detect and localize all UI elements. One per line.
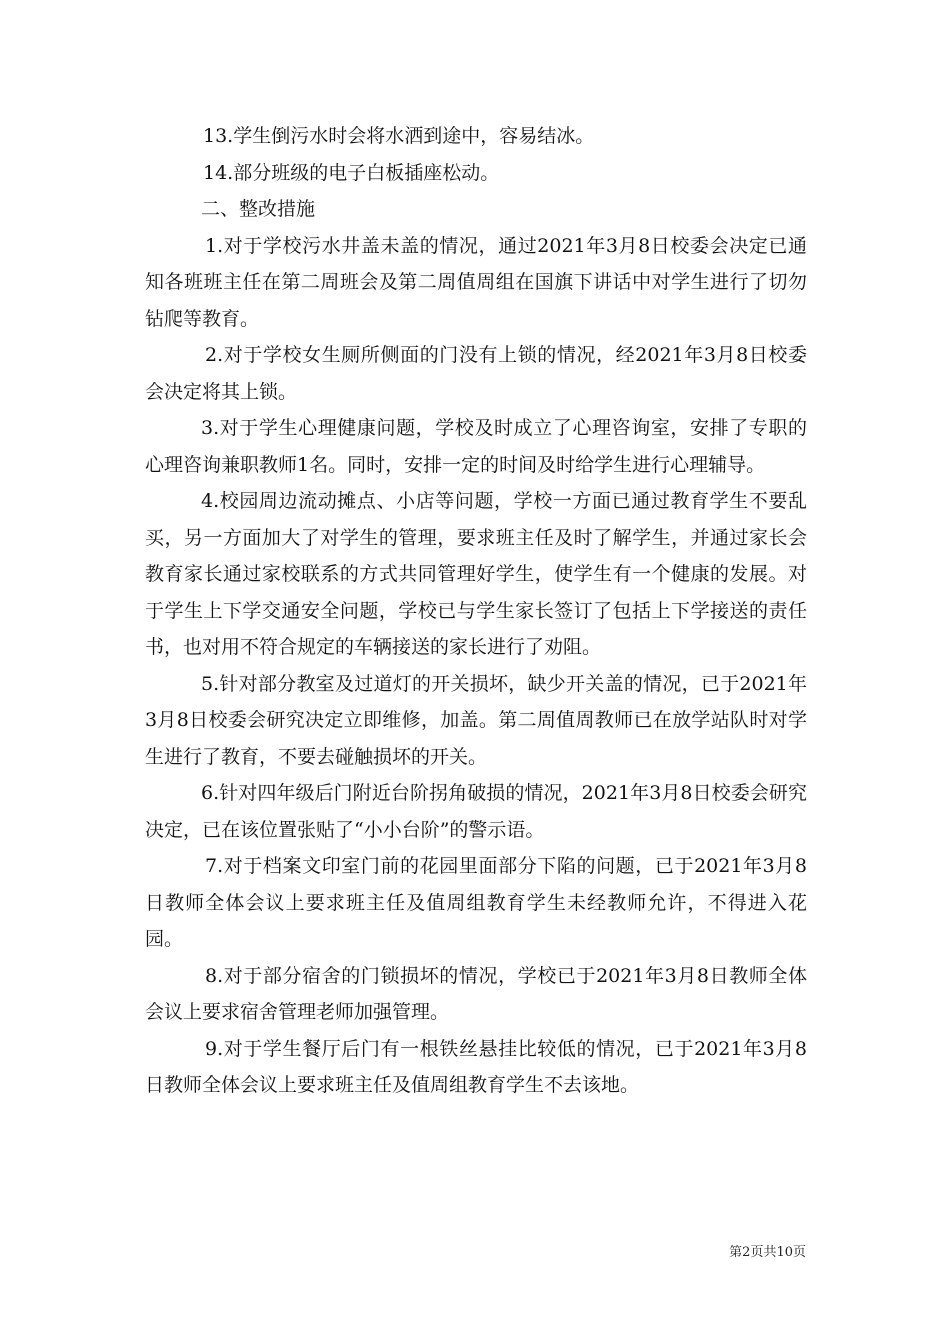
measure-6: 6.针对四年级后门附近台阶拐角破损的情况，2021年3月8日校委会研究决定，已在该位置张贴了“小小台阶”的警示语。	[145, 782, 807, 841]
section-heading-rectification: 二、整改措施	[201, 198, 316, 220]
measure-5: 5.针对部分教室及过道灯的开关损坏，缺少开关盖的情况，已于2021年3月8日校委会研究决定立即维修，加盖。第二周值周教师已在放学站队时对学生进行了教育，不要去碰触损坏的开关。	[145, 672, 807, 768]
measure-9: 9.对于学生餐厅后门有一根铁丝悬挂比较低的情况，已于2021年3月8日教师全体会议上要求班主任及值周组教育学生不去该地。	[145, 1037, 807, 1096]
page-number-footer: 第2页共10页	[729, 1245, 806, 1260]
document-body	[145, 118, 807, 1104]
measure-7: 7.对于档案文印室门前的花园里面部分下陷的问题，已于2021年3月8日教师全体会议上要求班主任及值周组教育学生未经教师允许，不得进入花园。	[145, 855, 807, 950]
measure-4: 4.校园周边流动摊点、小店等问题，学校一方面已通过教育学生不要乱买，另一方面加大了对学生的管理，要求班主任及时了解学生，并通过家长会教育家长通过家校联系的方式共同管理好学生，使学生有一个健康的发展。对于学生上下学交通安全问题，学校已与学生家长签订了包括上下学接送的责任书，也对用不符合规定的车辆接送的家长进行了劝阻。	[145, 490, 807, 658]
paragraph-item-14: 14.部分班级的电子白板插座松动。	[203, 161, 500, 184]
measure-3: 3.对于学生心理健康问题，学校及时成立了心理咨询室，安排了专职的心理咨询兼职教师1名。同时，安排一定的时间及时给学生进行心理辅导。	[145, 417, 807, 476]
paragraph-item-13: 13.学生倒污水时会将水洒到途中，容易结冰。	[203, 125, 595, 147]
measure-1: 1.对于学校污水井盖未盖的情况，通过2021年3月8日校委会决定已通知各班班主任在第二周班会及第二周值周组在国旗下讲话中对学生进行了切勿钻爬等教育。	[145, 234, 807, 330]
measure-2: 2.对于学校女生厕所侧面的门没有上锁的情况，经2021年3月8日校委会决定将其上锁。	[145, 344, 807, 403]
measure-8: 8.对于部分宿舍的门锁损坏的情况，学校已于2021年3月8日教师全体会议上要求宿舍管理老师加强管理。	[145, 964, 807, 1023]
